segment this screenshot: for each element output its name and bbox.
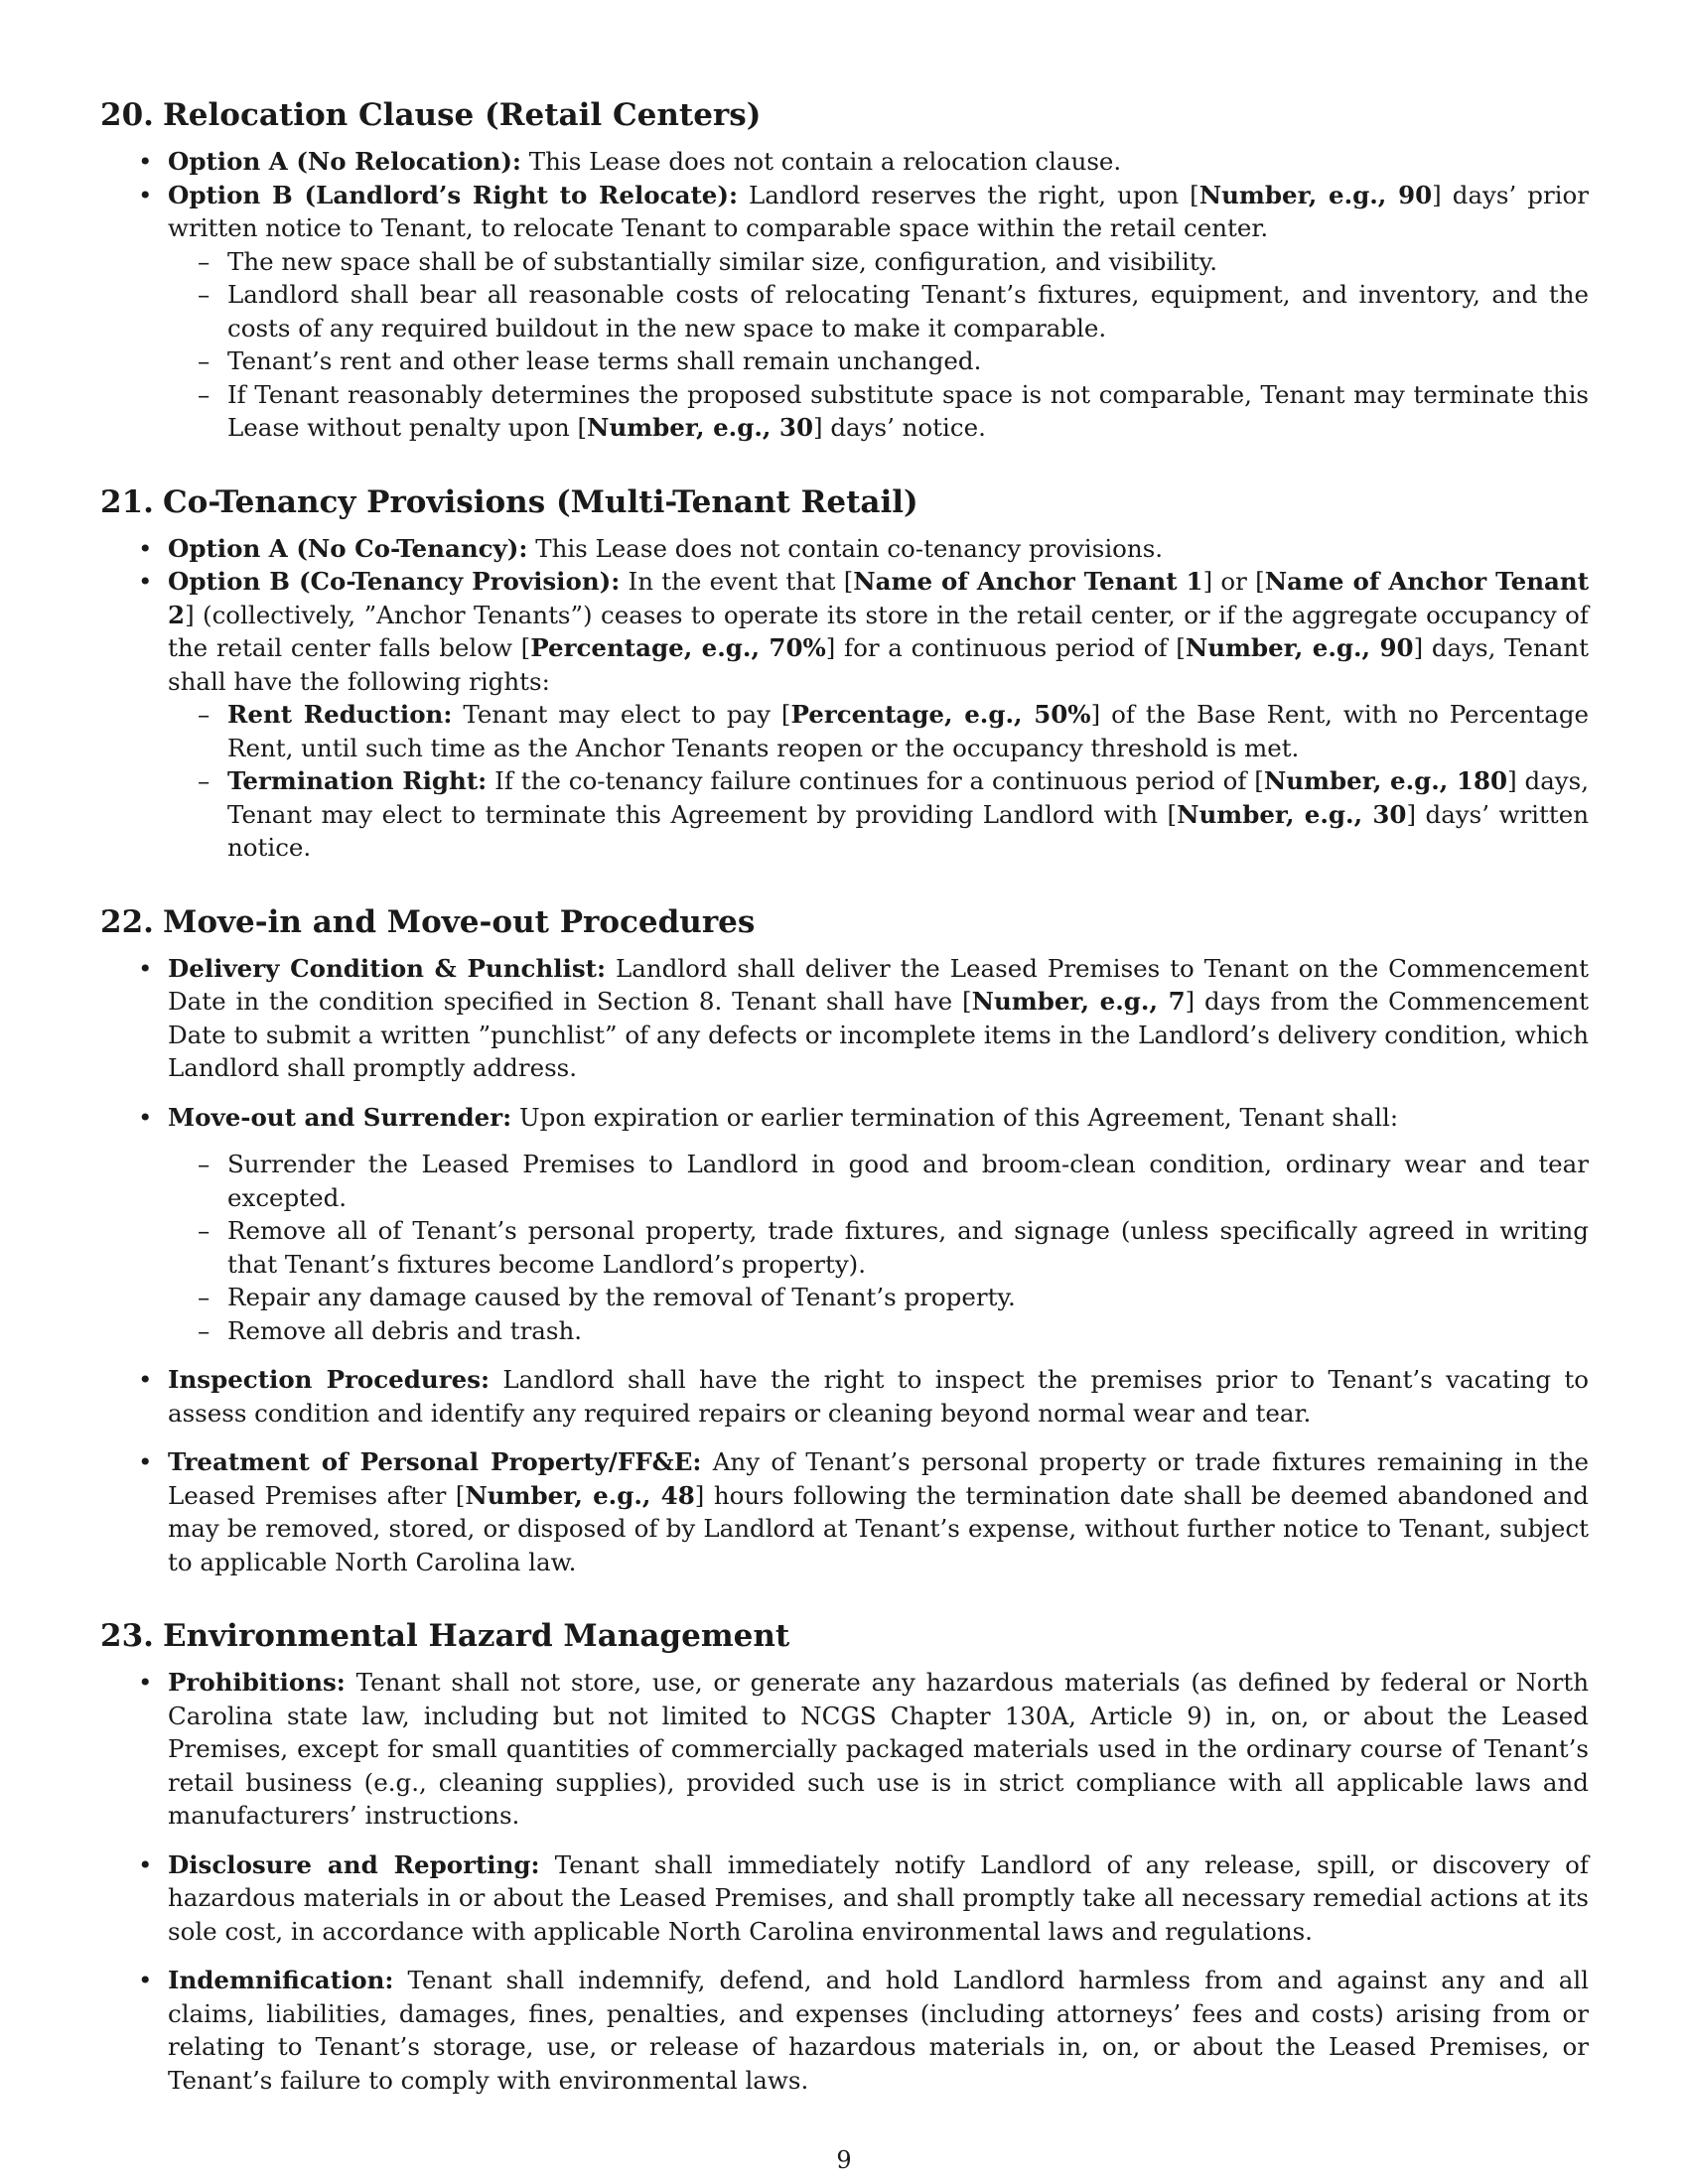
item-text: ] days’ notice. <box>813 413 986 442</box>
sub-list <box>168 245 1589 445</box>
section-title: Move-in and Move-out Procedures <box>163 903 756 940</box>
placeholder-field: Percentage, e.g., 70% <box>530 633 826 662</box>
placeholder-field: Number, e.g., 90 <box>1198 180 1433 209</box>
item-text: This Lease does not contain a relocation clause. <box>520 147 1122 176</box>
placeholder-field: Number, e.g., 7 <box>971 987 1186 1016</box>
item-label: Termination Right: <box>227 766 488 795</box>
sub-item: – Tenant’s rent and other lease terms shall remain unchanged. <box>168 344 1589 378</box>
item-text: ] for a continuous period of [ <box>825 633 1186 662</box>
item-label: Prohibitions: <box>168 1668 346 1697</box>
item-text: ] days, Tenant may elect to terminate this Agreement by providing Landlord with [ <box>227 766 1589 829</box>
bullet-list <box>100 532 1589 865</box>
item-label: Move-out and Surrender: <box>168 1102 512 1132</box>
sub-item: – The new space shall be of substantially similar size, configuration, and visibility. <box>168 245 1589 279</box>
list-item <box>100 532 1589 566</box>
sub-item: – Landlord shall bear all reasonable costs of relocating Tenant’s fixtures, equipment, and inventory, and the costs of any required buildout in the new space to make it comparable. <box>168 278 1589 344</box>
section-21 <box>100 482 1589 865</box>
item-text: ] of the Base Rent, with no Percentage Rent, until such time as the Anchor Tenants reopen or the occupancy threshold is met. <box>227 700 1590 762</box>
section-23 <box>100 1616 1589 2097</box>
section-number: 20. <box>100 97 154 133</box>
sub-list <box>168 698 1589 865</box>
item-text: Any of Tenant’s personal property or trade fixtures remaining in the Leased Premises after [ <box>168 1447 1589 1510</box>
sub-item <box>168 378 1589 445</box>
item-text: ] hours following the termination date shall be deemed abandoned and may be removed, stored, or disposed of by Landlord at Tenant’s expense, without further notice to Tenant, subject to applicable North Carolina law. <box>168 1480 1589 1576</box>
bullet-list <box>100 1666 1589 2097</box>
bullet-list <box>100 952 1589 1579</box>
section-number: 23. <box>100 1618 154 1654</box>
item-text: Upon expiration or earlier termination of this Agreement, Tenant shall: <box>511 1102 1399 1132</box>
section-title: Co-Tenancy Provisions (Multi-Tenant Retail) <box>163 483 918 520</box>
placeholder-field: Percentage, e.g., 50% <box>790 700 1091 729</box>
item-label: Option A (No Relocation): <box>168 147 521 176</box>
list-item <box>100 565 1589 865</box>
sub-list <box>168 1148 1589 1347</box>
item-text: Tenant shall indemnify, defend, and hold Landlord harmless from and against any and all claims, liabilities, damages, fines, penalties, and expenses (including attorneys’ fees and costs) arising from or relating to Tenant’s storage, use, or release of hazardous materials in, on, or about the Leased Premises, or Tenant’s failure to comply with environmental laws. <box>168 1966 1589 2095</box>
item-text: If the co-tenancy failure continues for a continuous period of [ <box>487 766 1264 795</box>
item-text: If Tenant reasonably determines the proposed substitute space is not comparable, Tenant may terminate this Lease without penalty upon [ <box>227 379 1589 442</box>
placeholder-field: Number, e.g., 30 <box>1177 799 1407 829</box>
placeholder-field: Name of Anchor Tenant 2 <box>168 567 1590 629</box>
section-title: Relocation Clause (Retail Centers) <box>163 97 762 133</box>
item-label: Indemnification: <box>168 1966 394 1994</box>
item-text: Tenant may elect to pay [ <box>452 700 791 729</box>
list-item <box>100 1848 1589 1949</box>
item-label: Disclosure and Reporting: <box>168 1849 540 1879</box>
item-label: Rent Reduction: <box>227 700 453 729</box>
item-label: Option B (Landlord’s Right to Relocate): <box>168 180 738 209</box>
bullet-list <box>100 145 1589 445</box>
section-heading <box>100 902 1589 942</box>
item-label: Delivery Condition & Punchlist: <box>168 953 607 983</box>
section-number: 22. <box>100 903 154 940</box>
item-label: Option B (Co-Tenancy Provision): <box>168 567 621 596</box>
item-label: Inspection Procedures: <box>168 1365 491 1394</box>
list-item <box>100 1964 1589 2097</box>
item-text: Landlord shall have the right to inspect the premises prior to Tenant’s vacating to assess condition and identify any required repairs or cleaning beyond normal wear and tear. <box>168 1365 1589 1428</box>
sub-item <box>168 698 1589 764</box>
section-22 <box>100 902 1589 1579</box>
list-item <box>100 952 1589 1085</box>
sub-item: – Surrender the Leased Premises to Landlord in good and broom-clean condition, ordinary wear and tear excepted. <box>168 1148 1589 1214</box>
page-content <box>100 95 1589 2134</box>
item-text: ] days, Tenant shall have the following rights: <box>168 633 1590 696</box>
placeholder-field: Number, e.g., 30 <box>587 413 814 442</box>
placeholder-field: Number, e.g., 48 <box>465 1480 695 1510</box>
item-text: ] days’ prior written notice to Tenant, to relocate Tenant to comparable space within the retail center. <box>168 180 1589 242</box>
placeholder-field: Name of Anchor Tenant 1 <box>853 567 1203 596</box>
section-20 <box>100 95 1589 445</box>
item-text: Tenant shall not store, use, or generate any hazardous materials (as defined by federal or North Carolina state law, including but not limited to NCGS Chapter 130A, Article 9) in, on, or about the Leased Premises, except for small quantities of commercially packaged materials used in the ordinary course of Tenant’s retail business (e.g., cleaning supplies), provided such use is in strict compliance with all applicable laws and manufacturers’ instructions. <box>168 1668 1589 1830</box>
sub-item: – Remove all of Tenant’s personal property, trade fixtures, and signage (unless specifically agreed in writing that Tenant’s fixtures become Landlord’s property). <box>168 1214 1589 1281</box>
item-text: In the event that [ <box>620 567 854 596</box>
item-text: ] days’ written notice. <box>227 799 1589 862</box>
page-number: 9 <box>836 2146 852 2174</box>
section-heading <box>100 482 1589 522</box>
sub-item: – Remove all debris and trash. <box>168 1314 1589 1348</box>
sub-item: – Repair any damage caused by the removal of Tenant’s property. <box>168 1281 1589 1314</box>
item-text: ] or [ <box>1202 567 1265 596</box>
sub-item <box>168 764 1589 865</box>
item-text: ] (collectively, ”Anchor Tenants”) ceases to operate its store in the retail center, or if the aggregate occupancy of the retail center falls below [ <box>168 600 1589 662</box>
section-heading <box>100 95 1589 135</box>
list-item <box>100 1101 1589 1348</box>
placeholder-field: Number, e.g., 90 <box>1185 633 1414 662</box>
list-item <box>100 1666 1589 1833</box>
section-title: Environmental Hazard Management <box>163 1618 790 1654</box>
item-label: Option A (No Co-Tenancy): <box>168 533 528 563</box>
item-text: Landlord reserves the right, upon [ <box>737 180 1199 209</box>
item-text: ] days from the Commencement Date to submit a written ”punchlist” of any defects or incomplete items in the Landlord’s delivery condition, which Landlord shall promptly address. <box>168 987 1589 1082</box>
list-item <box>100 1445 1589 1578</box>
item-label: Treatment of Personal Property/FF&E: <box>168 1447 702 1476</box>
list-item <box>100 145 1589 179</box>
section-heading <box>100 1616 1589 1656</box>
section-number: 21. <box>100 483 154 520</box>
list-item <box>100 1363 1589 1430</box>
item-text: Landlord shall deliver the Leased Premises to Tenant on the Commencement Date in the condition specified in Section 8. Tenant shall have [ <box>168 953 1589 1016</box>
placeholder-field: Number, e.g., 180 <box>1263 766 1508 795</box>
list-item <box>100 179 1589 445</box>
item-text: This Lease does not contain co-tenancy provisions. <box>527 533 1164 563</box>
item-text: Tenant shall immediately notify Landlord of any release, spill, or discovery of hazardous materials in or about the Leased Premises, and shall promptly take all necessary remedial actions at its sole cost, in accordance with applicable North Carolina environmental laws and regulations. <box>168 1849 1589 1946</box>
